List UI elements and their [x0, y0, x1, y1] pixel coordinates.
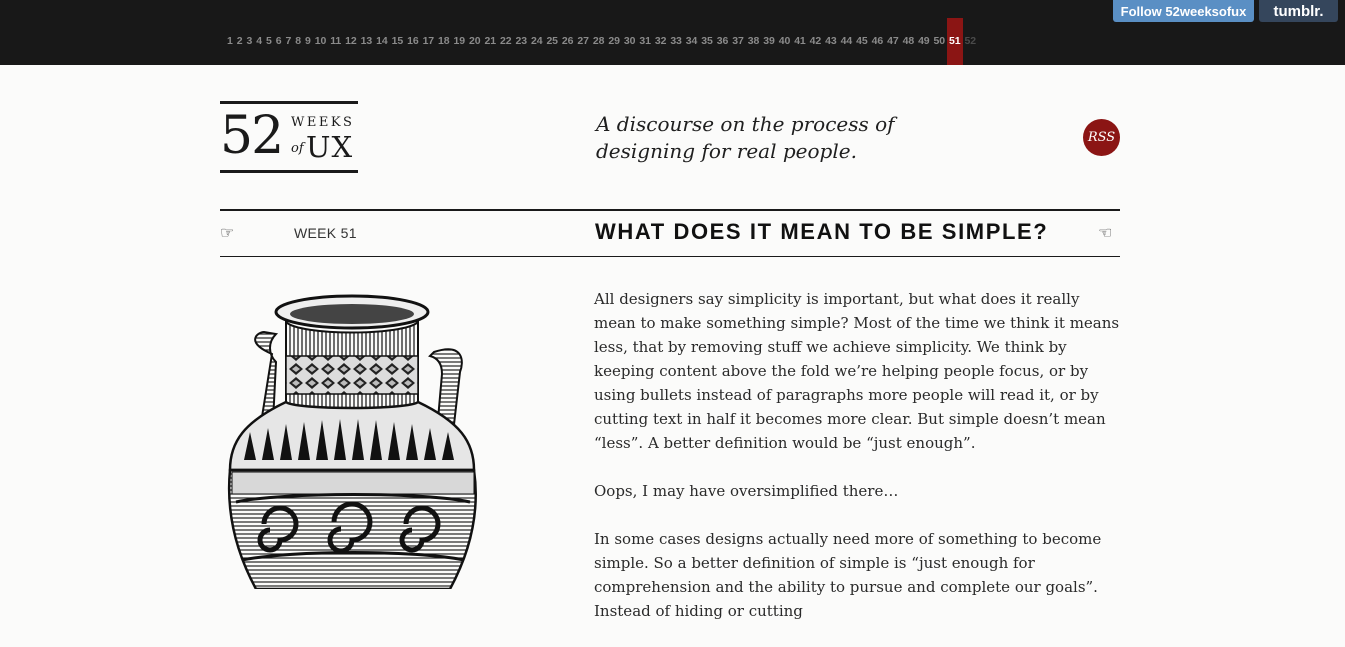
week-link-43[interactable]: 43 [825, 35, 837, 47]
week-link-3[interactable]: 3 [246, 35, 253, 47]
week-link-8[interactable]: 8 [295, 35, 301, 47]
week-link-25[interactable]: 25 [546, 35, 558, 47]
week-link-1[interactable]: 1 [227, 35, 233, 47]
week-link-35[interactable]: 35 [701, 35, 713, 47]
logo-of: of [291, 141, 304, 156]
post-paragraph-1: All designers say simplicity is important, but what does it really mean to make something simple? Most of the time we think it means less, that by removing stuff we achieve simplicity. We think by keeping content above the fold we’re helping people focus, or by using bullets instead of paragraphs more people will read it, or by cutting text in half it becomes more clear. But simple doesn’t mean “less”. A better definition would be “just enough”. [594, 290, 1120, 452]
week-link-10[interactable]: 10 [314, 35, 327, 47]
week-link-30[interactable]: 30 [623, 35, 636, 47]
week-link-33[interactable]: 33 [670, 35, 682, 47]
week-link-22[interactable]: 22 [499, 35, 512, 47]
rss-button[interactable]: RSS [1083, 119, 1120, 156]
post-paragraph-2: Oops, I may have oversimplified there… [594, 482, 899, 500]
week-link-29[interactable]: 29 [608, 35, 620, 47]
week-link-18[interactable]: 18 [438, 35, 450, 47]
week-link-24[interactable]: 24 [530, 35, 543, 47]
week-link-44[interactable]: 44 [840, 35, 853, 47]
week-link-36[interactable]: 36 [716, 35, 729, 47]
week-link-11[interactable]: 11 [330, 35, 342, 47]
week-link-40[interactable]: 40 [778, 35, 791, 47]
week-link-39[interactable]: 39 [763, 35, 775, 47]
week-link-34[interactable]: 34 [685, 35, 698, 47]
week-link-28[interactable]: 28 [592, 35, 605, 47]
post-title[interactable]: WHAT DOES IT MEAN TO BE SIMPLE? [595, 219, 1049, 244]
week-link-16[interactable]: 16 [407, 35, 419, 47]
week-link-47[interactable]: 47 [887, 35, 899, 47]
week-link-46[interactable]: 46 [871, 35, 884, 47]
week-link-17[interactable]: 17 [422, 35, 435, 47]
week-link-5[interactable]: 5 [266, 35, 272, 47]
week-link-32[interactable]: 32 [654, 35, 667, 47]
top-bar [0, 0, 1345, 65]
week-link-51[interactable]: 51 [947, 18, 962, 65]
week-link-23[interactable]: 23 [515, 35, 527, 47]
week-link-41[interactable]: 41 [794, 35, 806, 47]
week-link-2[interactable]: 2 [236, 35, 243, 47]
week-link-19[interactable]: 19 [453, 35, 466, 47]
week-link-38[interactable]: 38 [747, 35, 760, 47]
week-label: WEEK 51 [294, 225, 357, 241]
pointing-hand-left-icon[interactable]: ☜ [1098, 223, 1113, 242]
logo-weeks: WEEKS [291, 115, 355, 130]
follow-button[interactable]: Follow 52weeksofux [1113, 0, 1254, 22]
tagline-line-2: designing for real people. [596, 139, 857, 163]
logo-ux: UX [306, 130, 354, 164]
week-link-14[interactable]: 14 [376, 35, 388, 47]
site-tagline [596, 111, 896, 165]
week-link-37[interactable]: 37 [732, 35, 744, 47]
week-navigation [225, 18, 978, 65]
title-rule-top [220, 209, 1120, 211]
week-link-42[interactable]: 42 [809, 35, 822, 47]
week-link-20[interactable]: 20 [469, 35, 481, 47]
week-link-49[interactable]: 49 [918, 35, 930, 47]
week-link-12[interactable]: 12 [345, 35, 357, 47]
post-body [594, 287, 1124, 647]
week-link-27[interactable]: 27 [577, 35, 589, 47]
title-rule-bottom [220, 256, 1120, 257]
site-logo[interactable] [220, 101, 358, 173]
week-link-15[interactable]: 15 [391, 35, 404, 47]
logo-number: 52 [220, 106, 283, 166]
week-link-9[interactable]: 9 [305, 35, 311, 47]
pointing-hand-right-icon[interactable]: ☞ [220, 223, 235, 242]
week-link-13[interactable]: 13 [360, 35, 373, 47]
week-link-45[interactable]: 45 [856, 35, 868, 47]
vase-illustration [224, 292, 494, 589]
week-link-31[interactable]: 31 [639, 35, 651, 47]
tagline-line-1: A discourse on the process of [596, 112, 895, 136]
week-link-4[interactable]: 4 [256, 35, 262, 47]
week-link-6[interactable]: 6 [275, 35, 282, 47]
week-link-26[interactable]: 26 [561, 35, 574, 47]
tumblr-logo-button[interactable]: tumblr. [1259, 0, 1338, 22]
week-link-52[interactable]: 52 [964, 35, 976, 47]
week-link-7[interactable]: 7 [285, 35, 292, 47]
week-link-48[interactable]: 48 [902, 35, 915, 47]
post-paragraph-3: In some cases designs actually need more of something to become simple. So a better definition of simple is “just enough for comprehension and the ability to pursue and complete our goals”. Instead of hiding or cutting [594, 530, 1102, 620]
week-link-21[interactable]: 21 [484, 35, 496, 47]
week-link-50[interactable]: 50 [933, 35, 946, 47]
